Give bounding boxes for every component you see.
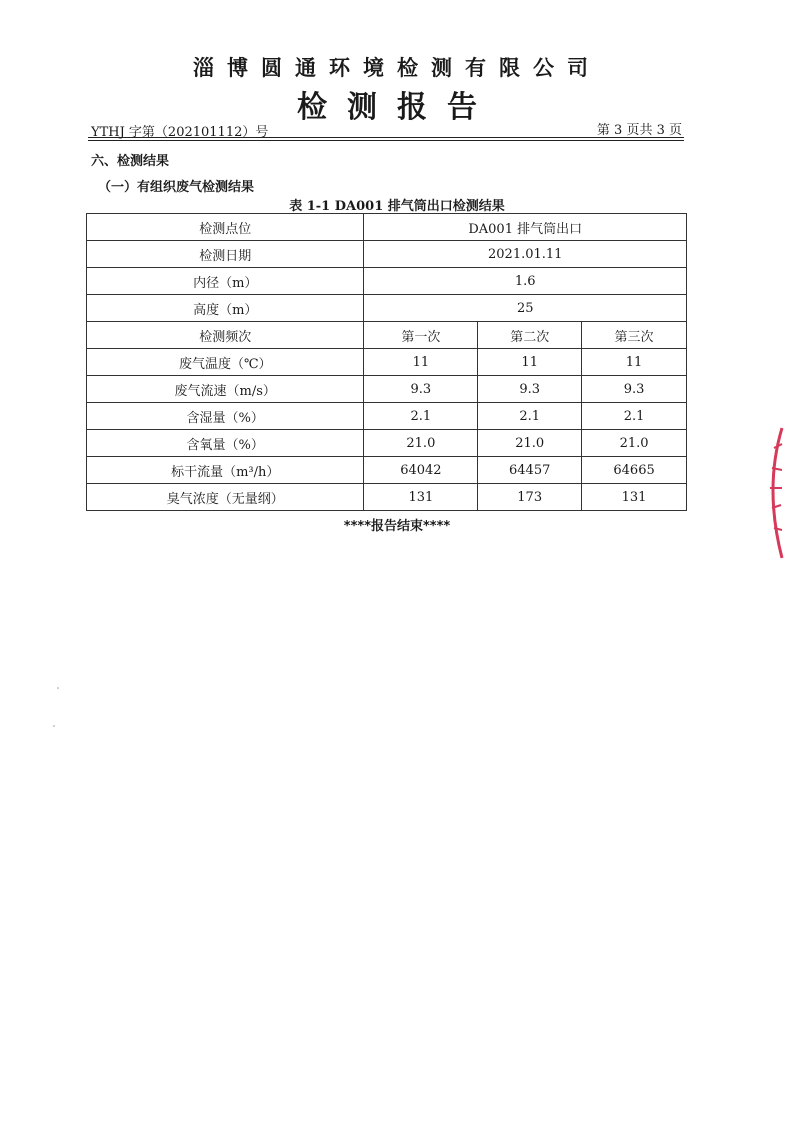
- table-cell: 11: [582, 349, 687, 376]
- row-label: 废气温度（℃）: [87, 349, 364, 376]
- row-label: 含湿量（%）: [87, 403, 364, 430]
- table-cell: 21.0: [364, 430, 478, 457]
- table-cell: DA001 排气筒出口: [364, 214, 687, 241]
- table-cell: 21.0: [582, 430, 687, 457]
- scan-specks: [40, 680, 80, 740]
- row-label: 臭气浓度（无量纲）: [87, 484, 364, 511]
- table-row: [87, 214, 687, 241]
- table-cell: 64042: [364, 457, 478, 484]
- table-row: [87, 376, 687, 403]
- table-cell: 173: [478, 484, 582, 511]
- table-row: [87, 457, 687, 484]
- table-row: [87, 403, 687, 430]
- table-cell: 21.0: [478, 430, 582, 457]
- row-label: 检测日期: [87, 241, 364, 268]
- report-end-mark: ****报告结束****: [343, 519, 451, 534]
- table-row: [87, 268, 687, 295]
- seal-stamp: [760, 408, 794, 568]
- company-name: 淄博圆通环境检测有限公司: [193, 56, 601, 80]
- table-caption: 表 1-1 DA001 排气筒出口检测结果: [289, 199, 505, 214]
- document-title: 检测报告: [297, 90, 497, 125]
- table-cell: 1.6: [364, 268, 687, 295]
- table-cell: 11: [478, 349, 582, 376]
- column-header: 第一次: [364, 322, 478, 349]
- results-table: [86, 213, 687, 511]
- table-cell: 9.3: [478, 376, 582, 403]
- table-row: [87, 295, 687, 322]
- table-cell: 25: [364, 295, 687, 322]
- table-cell: 131: [582, 484, 687, 511]
- table-cell: 64665: [582, 457, 687, 484]
- table-cell: 131: [364, 484, 478, 511]
- table-row: [87, 349, 687, 376]
- table-row: [87, 430, 687, 457]
- row-label: 含氧量（%）: [87, 430, 364, 457]
- row-label: 高度（m）: [87, 295, 364, 322]
- report-number: YTHJ 字第（202101112）号: [91, 125, 269, 140]
- row-label: 检测频次: [87, 322, 364, 349]
- table-cell: 2.1: [364, 403, 478, 430]
- table-cell: 11: [364, 349, 478, 376]
- table-row: [87, 484, 687, 511]
- row-label: 废气流速（m/s）: [87, 376, 364, 403]
- table-cell: 2.1: [478, 403, 582, 430]
- table-cell: 9.3: [364, 376, 478, 403]
- table-row: [87, 322, 687, 349]
- column-header: 第二次: [478, 322, 582, 349]
- column-header: 第三次: [582, 322, 687, 349]
- table-row: [87, 241, 687, 268]
- page-indicator: 第 3 页共 3 页: [596, 123, 682, 138]
- row-label: 检测点位: [87, 214, 364, 241]
- header-rule: [88, 137, 684, 141]
- subsection-heading: （一）有组织废气检测结果: [98, 180, 255, 195]
- section-heading: 六、检测结果: [91, 154, 170, 169]
- table-cell: 2.1: [582, 403, 687, 430]
- row-label: 内径（m）: [87, 268, 364, 295]
- table-cell: 64457: [478, 457, 582, 484]
- row-label: 标干流量（m³/h）: [87, 457, 364, 484]
- table-cell: 9.3: [582, 376, 687, 403]
- table-cell: 2021.01.11: [364, 241, 687, 268]
